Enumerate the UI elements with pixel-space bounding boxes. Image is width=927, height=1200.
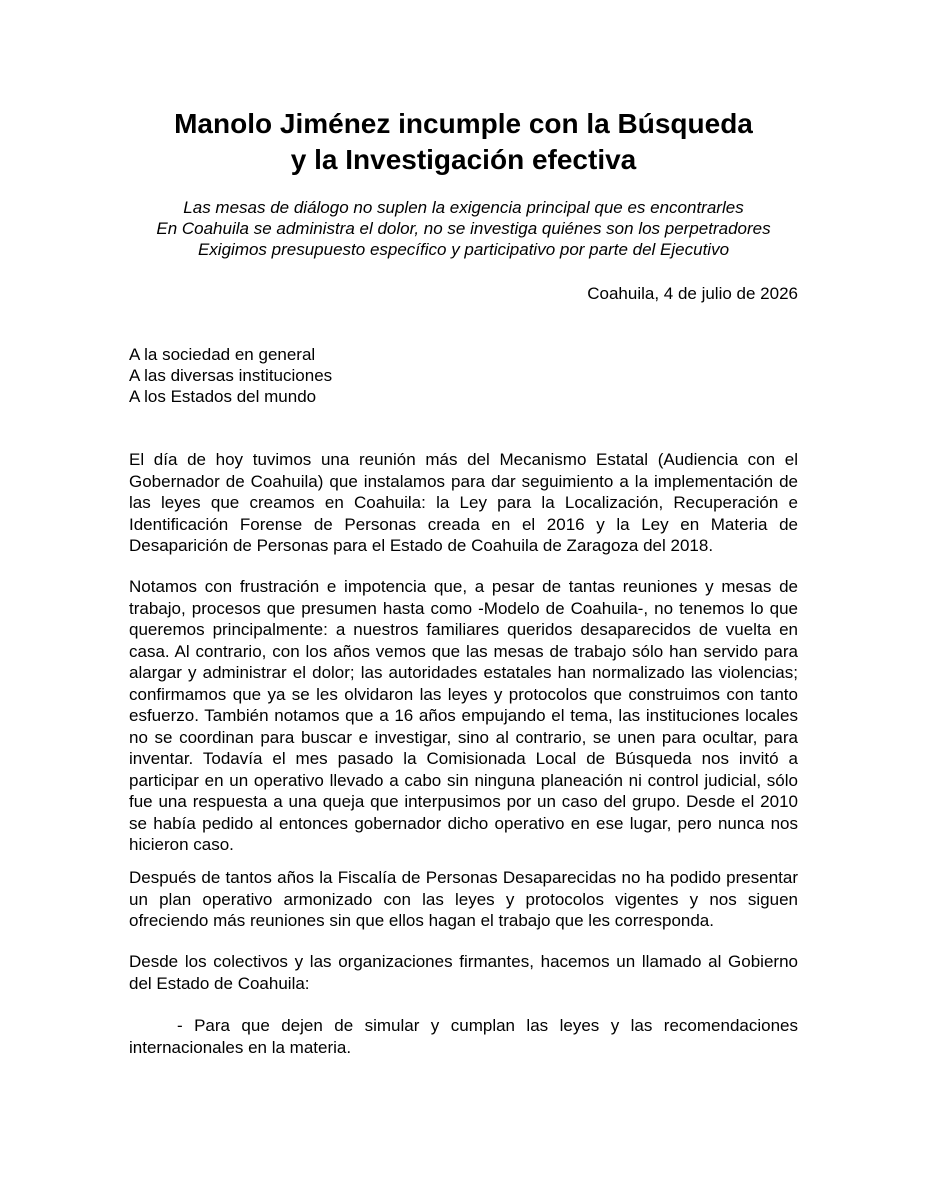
- subtitle-block: [129, 197, 798, 260]
- addressee-line: A las diversas instituciones: [129, 366, 333, 385]
- body-paragraph: Desde los colectivos y las organizaciones firmantes, hacemos un llamado al Gobierno del Estado de Coahuila:: [129, 952, 798, 993]
- title-line-2: y la Investigación efectiva: [290, 144, 637, 175]
- subtitle-line: Exigimos presupuesto específico y participativo por parte del Ejecutivo: [197, 240, 730, 259]
- body-paragraph: El día de hoy tuvimos una reunión más del Mecanismo Estatal (Audiencia con el Gobernador de Coahuila) que instalamos para dar seguimiento a la implementación de las leyes que creamos en Coahuila: la Ley para la Localización, Recuperación e Identificación Forense de Personas creada en el 2016 y la Ley en Materia de Desaparición de Personas para el Estado de Coahuila de Zaragoza del 2018.: [129, 450, 798, 555]
- document-title: [129, 106, 798, 178]
- addressee-line: A la sociedad en general: [129, 345, 316, 364]
- title-line-1: Manolo Jiménez incumple con la Búsqueda: [174, 108, 753, 139]
- subtitle-line: En Coahuila se administra el dolor, no se investiga quiénes son los perpetradores: [156, 219, 771, 238]
- subtitle-line: Las mesas de diálogo no suplen la exigencia principal que es encontrarles: [183, 198, 744, 217]
- addressee-line: A los Estados del mundo: [129, 387, 317, 406]
- demand-item: - Para que dejen de simular y cumplan las leyes y las recomendaciones internacionales en la materia.: [129, 1016, 798, 1057]
- body-paragraph: Notamos con frustración e impotencia que, a pesar de tantas reuniones y mesas de trabajo, procesos que presumen hasta como -Modelo de Coahuila-, no tenemos lo que queremos principalmente: a nuestros familiares queridos desaparecidos de vuelta en casa. Al contrario, con los años vemos que las mesas de trabajo sólo han servido para alargar y administrar el dolor; las autoridades estatales han normalizado las violencias; confirmamos que ya se les olvidaron las leyes y protocolos que construimos con tanto esfuerzo. También notamos que a 16 años empujando el tema, las instituciones locales no se coordinan para buscar e investigar, sino al contrario, se unen para ocultar, para inventar. Todavía el mes pasado la Comisionada Local de Búsqueda nos invitó a participar en un operativo llevado a cabo sin ninguna planeación ni control judicial, sólo fue una respuesta a una queja que interpusimos por un caso del grupo. Desde el 2010 se había pedido al entonces gobernador dicho operativo en ese lugar, pero nunca nos hicieron caso.: [129, 577, 798, 854]
- place-date: Coahuila, 4 de julio de 2026: [587, 284, 798, 303]
- addressee-block: [129, 344, 332, 407]
- body-paragraph: Después de tantos años la Fiscalía de Personas Desaparecidas no ha podido presentar un plan operativo armonizado con las leyes y protocolos vigentes y nos siguen ofreciendo más reuniones sin que ellos hagan el trabajo que les corresponda.: [129, 868, 798, 930]
